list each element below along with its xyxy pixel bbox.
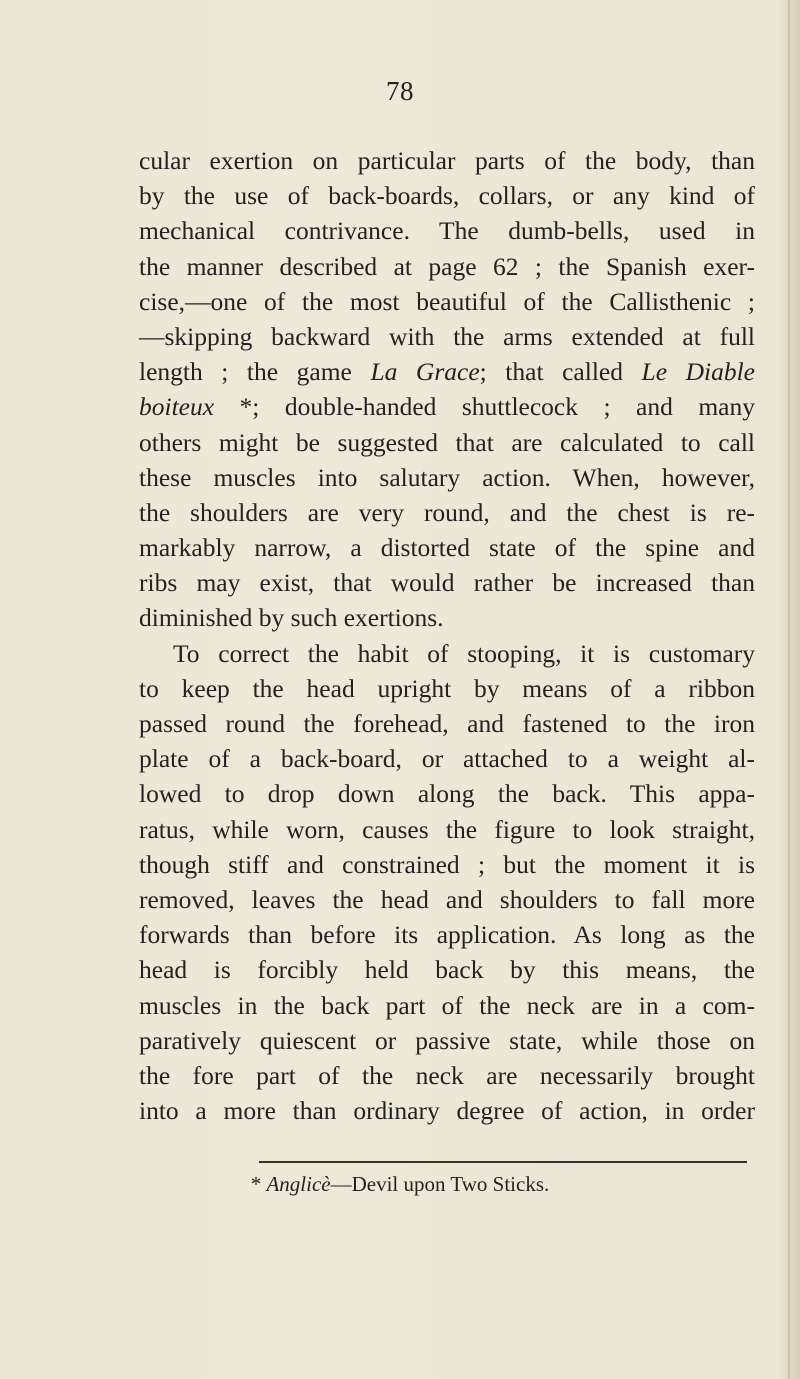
- body-text: [139, 143, 755, 1128]
- text-line: markably narrow, a distorted state of the spine and: [139, 533, 755, 563]
- text-line: into a more than ordinary degree of action, in order: [139, 1096, 755, 1126]
- text-line: paratively quiescent or passive state, while those on: [139, 1025, 755, 1055]
- text-line: head is forcibly held back by this means, the: [139, 955, 755, 985]
- italic-title-le-diable: Le Diable: [641, 357, 755, 387]
- text-line: ratus, while worn, causes the figure to look straight,: [139, 814, 755, 844]
- text-line: the shoulders are very round, and the chest is re-: [139, 497, 755, 527]
- text-line: though stiff and constrained ; but the moment it is: [139, 849, 755, 879]
- text-line: cise,—one of the most beautiful of the Callisthenic ;: [139, 286, 755, 316]
- text-line: forwards than before its application. As long as the: [139, 920, 755, 950]
- text-line: the fore part of the neck are necessarily brought: [139, 1060, 755, 1090]
- text-line: muscles in the back part of the neck are in a com-: [139, 990, 755, 1020]
- text-line: —skipping backward with the arms extended at full: [139, 321, 755, 351]
- text-line: mechanical contrivance. The dumb-bells, used in: [139, 216, 755, 246]
- text-line: diminished by such exertions.: [139, 603, 444, 633]
- footnote-rule: [259, 1161, 747, 1163]
- text-line: to keep the head upright by means of a ribbon: [139, 673, 755, 703]
- text-line: these muscles into salutary action. When, however,: [139, 462, 755, 492]
- text-line: by the use of back-boards, collars, or any kind of: [139, 181, 755, 211]
- page-number: 78: [386, 76, 414, 106]
- text-line: plate of a back-board, or attached to a weight al-: [139, 744, 755, 774]
- text-line: cular exertion on particular parts of the body, than: [139, 146, 755, 175]
- text-line: passed round the forehead, and fastened to the iron: [139, 709, 755, 738]
- paragraph-start-line: To correct the habit of stooping, it is customary: [173, 638, 755, 668]
- text-line: the manner described at page 62 ; the Spanish exer-: [139, 251, 755, 281]
- italic-boiteux: boiteux: [139, 392, 215, 422]
- text-line: length ; the game La Grace; that called Le Diable: [139, 357, 755, 387]
- italic-title-la-grace: La Grace: [370, 357, 480, 387]
- text-line: others might be suggested that are calculated to call: [139, 427, 755, 457]
- footnote: [0, 1172, 800, 1197]
- text-line: ribs may exist, that would rather be increased than: [139, 568, 755, 598]
- footnote-marker: *: [250, 1172, 262, 1196]
- text-line: lowed to drop down along the back. This appa-: [139, 779, 755, 809]
- footnote-term: Anglicè: [266, 1172, 331, 1196]
- text-line: removed, leaves the head and shoulders to fall more: [139, 884, 755, 914]
- footnote-text: —Devil upon Two Sticks.: [330, 1172, 550, 1196]
- text-line: boiteux *; double-handed shuttlecock ; and many: [139, 392, 755, 422]
